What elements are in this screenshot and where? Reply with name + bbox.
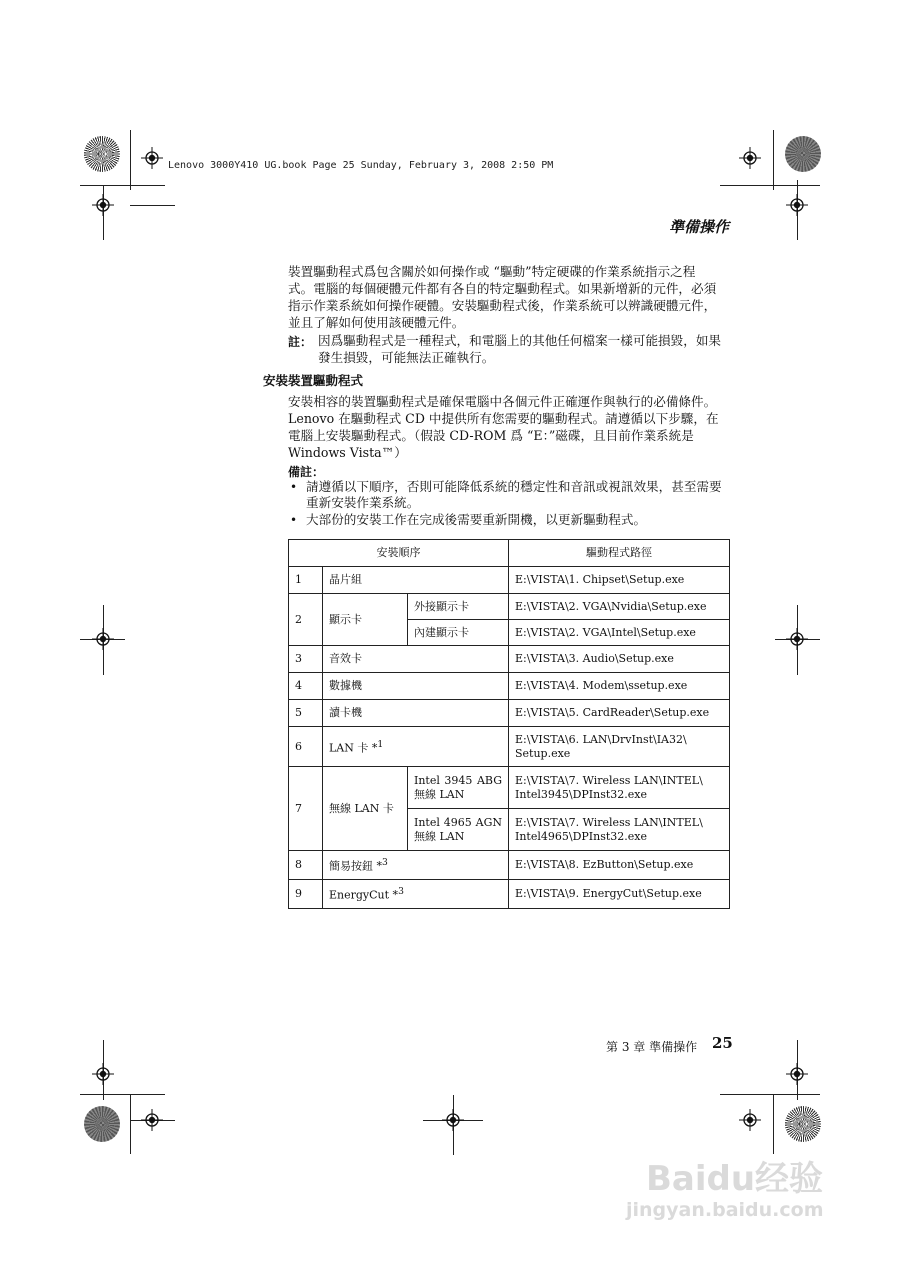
section-paragraph bbox=[288, 393, 728, 461]
sub-line: Intel 4965 AGN bbox=[414, 815, 502, 829]
row-number: 2 bbox=[289, 594, 323, 646]
text-line: 指示作業系統如何操作硬體。安裝驅動程式後，作業系統可以辨識硬體元件， bbox=[288, 298, 717, 313]
bullet-item bbox=[306, 512, 728, 528]
component-label: LAN 卡 * bbox=[329, 741, 378, 755]
driver-path: E:\VISTA\9. EnergyCut\Setup.exe bbox=[509, 880, 730, 909]
registration-target-icon bbox=[786, 628, 808, 650]
row-number: 3 bbox=[289, 646, 323, 673]
driver-path: E:\VISTA\2. VGA\Nvidia\Setup.exe bbox=[509, 594, 730, 620]
sub-component-name bbox=[408, 767, 509, 809]
text-line: 並且了解如何使用該硬體元件。 bbox=[288, 315, 465, 330]
sub-component-name: 外接顯示卡 bbox=[408, 594, 509, 620]
component-name: 數據機 bbox=[323, 673, 509, 700]
sub-line: 無線 LAN bbox=[414, 787, 465, 801]
page-number: 25 bbox=[712, 1034, 733, 1052]
registration-target-icon bbox=[786, 1063, 808, 1085]
text-line: Windows Vista™） bbox=[288, 445, 407, 460]
component-name bbox=[323, 727, 509, 767]
component-label: 簡易按鈕 * bbox=[329, 859, 382, 873]
watermark-url: jingyan.baidu.com bbox=[626, 1199, 824, 1221]
crop-line bbox=[130, 1094, 131, 1154]
path-line: E:\VISTA\6. LAN\DrvInst\IA32\ bbox=[515, 732, 687, 746]
text-line: 裝置驅動程式爲包含關於如何操作或 “驅動”特定硬碟的作業系統指示之程 bbox=[288, 264, 696, 279]
intro-paragraph bbox=[288, 263, 728, 331]
text-line: 大部份的安裝工作在完成後需要重新開機，以更新驅動程式。 bbox=[306, 512, 647, 527]
registration-target-icon bbox=[92, 628, 114, 650]
registration-target-icon bbox=[442, 1109, 464, 1131]
remarks-label: 備註： bbox=[288, 465, 325, 479]
driver-path: E:\VISTA\2. VGA\Intel\Setup.exe bbox=[509, 620, 730, 646]
crop-line bbox=[80, 185, 165, 186]
row-number: 1 bbox=[289, 567, 323, 594]
table-row bbox=[289, 880, 730, 909]
registration-target-icon bbox=[92, 1063, 114, 1085]
text-line: 安裝相容的裝置驅動程式是確保電腦中各個元件正確運作與執行的必備條件。 bbox=[288, 394, 717, 409]
gray-target-icon bbox=[84, 1106, 120, 1142]
registration-target-icon bbox=[92, 194, 114, 216]
text-line: 重新安裝作業系統。 bbox=[306, 495, 420, 510]
star-target-icon bbox=[785, 1106, 821, 1142]
driver-path: E:\VISTA\1. Chipset\Setup.exe bbox=[509, 567, 730, 594]
registration-target-icon bbox=[141, 147, 163, 169]
table-row bbox=[289, 727, 730, 767]
path-line: E:\VISTA\7. Wireless LAN\INTEL\ bbox=[515, 815, 703, 829]
bullet-icon: • bbox=[290, 513, 298, 527]
crop-line bbox=[130, 130, 131, 190]
text-line: 式。電腦的每個硬體元件都有各自的特定驅動程式。如果新增新的元件，必須 bbox=[288, 281, 717, 296]
driver-path bbox=[509, 767, 730, 809]
driver-path: E:\VISTA\4. Modem\ssetup.exe bbox=[509, 673, 730, 700]
driver-path: E:\VISTA\5. CardReader\Setup.exe bbox=[509, 700, 730, 727]
table-row bbox=[289, 673, 730, 700]
driver-path bbox=[509, 809, 730, 851]
running-header: 準備操作 bbox=[668, 218, 729, 236]
path-line: Intel4965\DPInst32.exe bbox=[515, 829, 648, 843]
footnote-marker: 3 bbox=[398, 886, 404, 898]
component-name: 顯示卡 bbox=[323, 594, 408, 646]
component-name: 讀卡機 bbox=[323, 700, 509, 727]
footer-chapter: 第 3 章 準備操作 bbox=[606, 1040, 698, 1054]
component-label: EnergyCut * bbox=[329, 888, 399, 902]
row-number: 6 bbox=[289, 727, 323, 767]
component-name bbox=[323, 880, 509, 909]
row-number: 7 bbox=[289, 767, 323, 851]
crop-line bbox=[720, 185, 820, 186]
row-number: 4 bbox=[289, 673, 323, 700]
table-row bbox=[289, 646, 730, 673]
book-info-slug: Lenovo 3000Y410 UG.book Page 25 Sunday, February 3, 2008 2:50 PM bbox=[168, 160, 554, 171]
gray-target-icon bbox=[785, 136, 821, 172]
path-line: Setup.exe bbox=[515, 746, 571, 760]
footnote-marker: 3 bbox=[382, 857, 388, 869]
path-line: Intel3945\DPInst32.exe bbox=[515, 787, 648, 801]
crop-line bbox=[720, 1094, 820, 1095]
star-target-icon bbox=[84, 136, 120, 172]
sub-line: Intel 3945 ABG bbox=[414, 773, 502, 787]
header-install-order: 安裝順序 bbox=[289, 540, 509, 567]
path-line: E:\VISTA\7. Wireless LAN\INTEL\ bbox=[515, 773, 703, 787]
table-row bbox=[289, 700, 730, 727]
component-name: 音效卡 bbox=[323, 646, 509, 673]
table-header-row bbox=[289, 540, 730, 567]
crop-line bbox=[130, 205, 175, 206]
bullet-item bbox=[306, 479, 728, 511]
crop-line bbox=[773, 130, 774, 190]
driver-path: E:\VISTA\3. Audio\Setup.exe bbox=[509, 646, 730, 673]
driver-path bbox=[509, 727, 730, 767]
footnote-marker: 1 bbox=[377, 738, 384, 750]
watermark-brand: Baidu经验 bbox=[646, 1159, 824, 1199]
component-name: 無線 LAN 卡 bbox=[323, 767, 408, 851]
table-row bbox=[289, 567, 730, 594]
component-name: 晶片組 bbox=[323, 567, 509, 594]
table-row bbox=[289, 594, 730, 620]
row-number: 5 bbox=[289, 700, 323, 727]
registration-target-icon bbox=[786, 194, 808, 216]
note-label: 註： bbox=[288, 335, 313, 349]
header-driver-path: 驅動程式路徑 bbox=[509, 540, 730, 567]
registration-target-icon bbox=[739, 147, 761, 169]
baidu-watermark bbox=[626, 1159, 824, 1222]
crop-line bbox=[773, 1094, 774, 1154]
text-line: 因爲驅動程式是一種程式，和電腦上的其他任何檔案一樣可能損毀，如果 bbox=[318, 333, 721, 348]
note-text bbox=[318, 332, 728, 366]
text-line: Lenovo 在驅動程式 CD 中提供所有您需要的驅動程式。請遵循以下步驟，在 bbox=[288, 411, 719, 426]
bullet-icon: • bbox=[290, 480, 298, 494]
table-row bbox=[289, 851, 730, 880]
text-line: 發生損毀，可能無法正確執行。 bbox=[318, 350, 495, 365]
row-number: 8 bbox=[289, 851, 323, 880]
crop-line bbox=[80, 1094, 165, 1095]
driver-path: E:\VISTA\8. EzButton\Setup.exe bbox=[509, 851, 730, 880]
section-heading: 安裝裝置驅動程式 bbox=[263, 373, 364, 388]
text-line: 電腦上安裝驅動程式。（假設 CD-ROM 爲 “E：”磁碟，且目前作業系統是 bbox=[288, 428, 694, 443]
sub-component-name bbox=[408, 809, 509, 851]
driver-table bbox=[288, 539, 730, 909]
table-row bbox=[289, 767, 730, 809]
registration-target-icon bbox=[739, 1109, 761, 1131]
sub-component-name: 內建顯示卡 bbox=[408, 620, 509, 646]
registration-target-icon bbox=[141, 1109, 163, 1131]
text-line: 請遵循以下順序，否則可能降低系統的穩定性和音訊或視訊效果，甚至需要 bbox=[306, 479, 722, 494]
sub-line: 無線 LAN bbox=[414, 829, 465, 843]
component-name bbox=[323, 851, 509, 880]
row-number: 9 bbox=[289, 880, 323, 909]
